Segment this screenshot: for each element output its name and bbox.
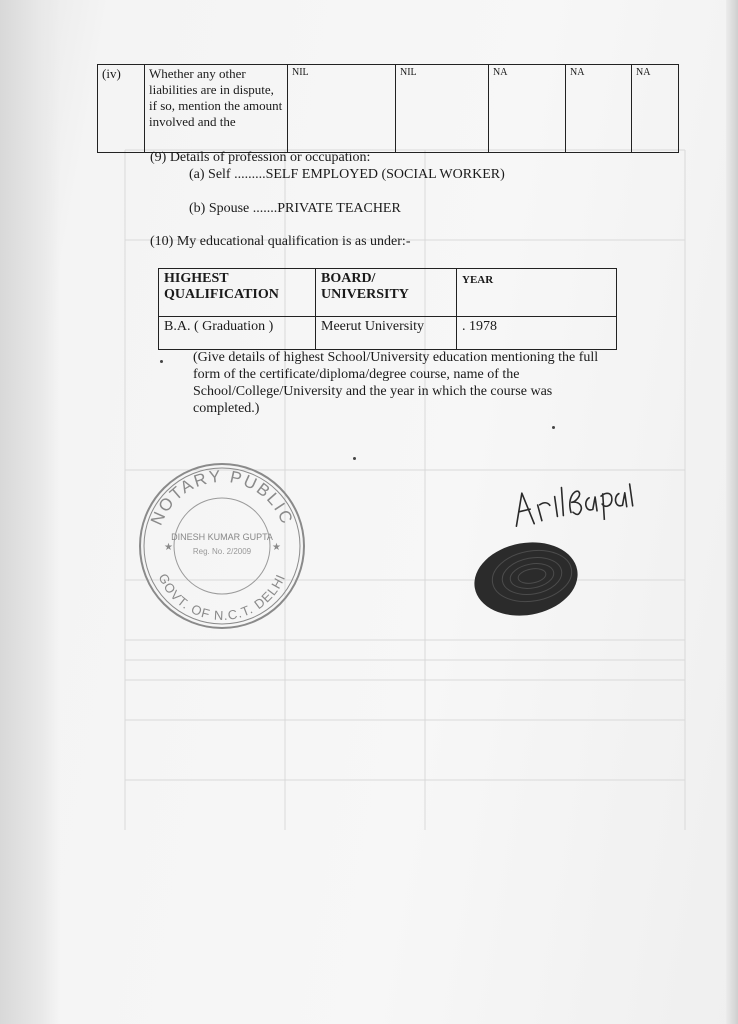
profession-heading: (9) Details of profession or occupation: — [150, 150, 371, 165]
cell-qualification: B.A. ( Graduation ) — [159, 317, 316, 350]
notary-seal-stamp — [136, 460, 308, 632]
education-note: (Give details of highest School/University education mentioning the full form of the certificate/diploma/degree course, name of the School/College/University and the year in which the course was completed.) — [193, 350, 599, 416]
page-fold-shadow — [0, 0, 60, 1024]
education-heading: (10) My educational qualification is as under:- — [150, 234, 411, 249]
header-year: YEAR — [457, 269, 617, 317]
row-description: Whether any other liabilities are in dispute, if so, mention the amount involved and the — [145, 65, 288, 153]
table-row — [98, 65, 679, 153]
ink-speck — [353, 457, 356, 460]
ink-speck — [160, 360, 163, 363]
value-cell: NIL — [396, 65, 489, 153]
value-cell: NIL — [288, 65, 396, 153]
star-icon: ★ — [272, 542, 281, 553]
row-number: (iv) — [98, 65, 145, 153]
ink-speck — [552, 426, 555, 429]
header-qualification: HIGHEST QUALIFICATION — [159, 269, 316, 317]
profession-spouse: (b) Spouse .......PRIVATE TEACHER — [189, 201, 401, 216]
seal-bottom-text: GOVT. OF N.C.T. DELHI — [155, 571, 289, 624]
value-cell: NA — [489, 65, 566, 153]
thumbprint — [472, 540, 580, 618]
cell-year: . 1978 — [457, 317, 617, 350]
cell-board: Meerut University — [316, 317, 457, 350]
value-cell: NA — [632, 65, 679, 153]
value-cell: NA — [566, 65, 632, 153]
star-icon: ★ — [164, 542, 173, 553]
svg-text:GOVT. OF N.C.T. DELHI — [156, 571, 289, 623]
seal-name: DINESH KUMAR GUPTA — [171, 532, 273, 542]
seal-reg: Reg. No. 2/2009 — [192, 547, 252, 556]
education-table — [158, 268, 617, 350]
page-right-edge — [726, 0, 738, 1024]
svg-text:NOTARY PUBLIC — [147, 467, 297, 528]
liabilities-table — [97, 64, 679, 153]
header-board: BOARD/ UNIVERSITY — [316, 269, 457, 317]
profession-self: (a) Self .........SELF EMPLOYED (SOCIAL WORKER) — [189, 167, 505, 182]
table-header-row — [159, 269, 617, 317]
seal-top-text: NOTARY PUBLIC — [146, 466, 298, 529]
table-row — [159, 317, 617, 350]
